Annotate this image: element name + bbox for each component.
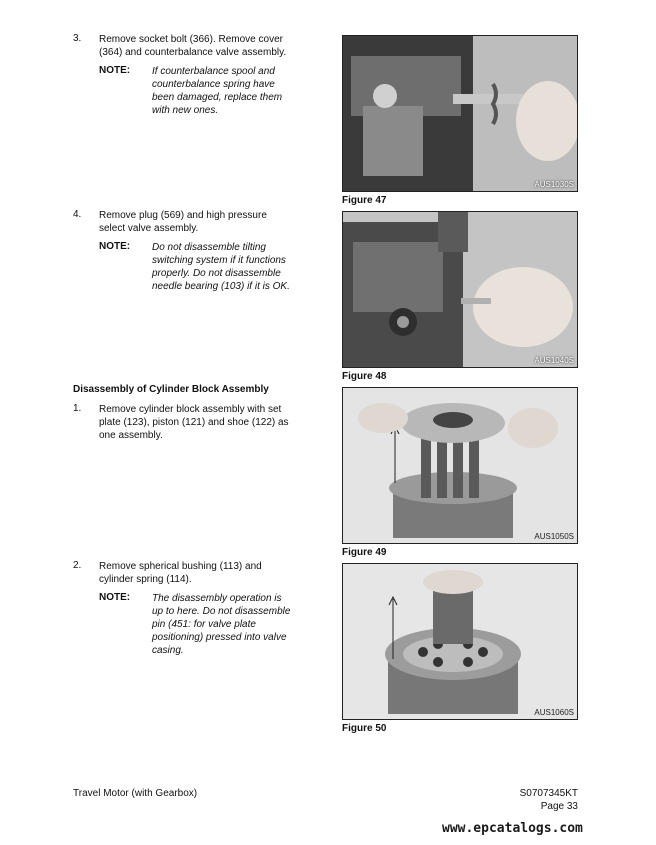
step-4-note-label: NOTE: bbox=[99, 241, 131, 252]
section-step-2-note-line-5: casing. bbox=[152, 645, 184, 656]
step-4-note-line-2: switching system if it functions bbox=[152, 255, 286, 266]
step-3-text bbox=[99, 33, 302, 59]
figure-48-caption: Figure 48 bbox=[342, 371, 387, 382]
figure-49-illustration bbox=[343, 388, 577, 543]
figure-47-illustration bbox=[343, 36, 577, 191]
section-step-2-note-line-1: The disassembly operation is bbox=[152, 593, 282, 604]
section-step-2-line-2: cylinder spring (114). bbox=[99, 574, 192, 585]
step-4-note-line-3: properly. Do not disassemble bbox=[152, 268, 281, 279]
figure-50-caption: Figure 50 bbox=[342, 723, 387, 734]
figure-48-illustration bbox=[343, 212, 577, 367]
section-step-1-line-3: one assembly. bbox=[99, 430, 163, 441]
section-step-1-number: 1. bbox=[73, 403, 82, 414]
step-3-note-text bbox=[152, 65, 303, 117]
step-3-note-line-1: If counterbalance spool and bbox=[152, 66, 275, 77]
figure-50-illustration bbox=[343, 564, 577, 719]
figure-48-photo bbox=[342, 211, 578, 368]
step-4-text bbox=[99, 209, 302, 235]
section-step-2-note-line-2: up to here. Do not disassemble bbox=[152, 606, 291, 617]
step-3-line-2: (364) and counterbalance valve assembly. bbox=[99, 47, 287, 58]
step-3-note-line-4: with new ones. bbox=[152, 105, 219, 116]
step-4-note-text bbox=[152, 241, 303, 293]
figure-49-code: AUS1050S bbox=[534, 532, 574, 541]
section-step-2-line-1: Remove spherical bushing (113) and bbox=[99, 561, 262, 572]
step-3-note-label: NOTE: bbox=[99, 65, 131, 76]
footer-page-number: Page 33 bbox=[540, 801, 578, 812]
step-3-line-1: Remove socket bolt (366). Remove cover bbox=[99, 34, 283, 45]
section-step-2-note-line-4: positioning) pressed into valve bbox=[152, 632, 287, 643]
footer-doc-number: S0707345KT bbox=[519, 788, 578, 799]
section-step-2-note-label: NOTE: bbox=[99, 592, 131, 603]
watermark-link[interactable]: www.epcatalogs.com bbox=[442, 821, 583, 836]
step-4-note-line-4: needle bearing (103) if it is OK. bbox=[152, 281, 290, 292]
figure-50-photo bbox=[342, 563, 578, 720]
step-4-line-1: Remove plug (569) and high pressure bbox=[99, 210, 267, 221]
section-heading: Disassembly of Cylinder Block Assembly bbox=[73, 384, 269, 395]
step-4-line-2: select valve assembly. bbox=[99, 223, 199, 234]
figure-47-code: AUS1030S bbox=[534, 180, 574, 189]
step-3-note-line-3: been damaged, replace them bbox=[152, 92, 283, 103]
figure-48-code: AUS1040S bbox=[534, 356, 574, 365]
figure-49-caption: Figure 49 bbox=[342, 547, 387, 558]
step-3-note-line-2: counterbalance spring have bbox=[152, 79, 275, 90]
section-step-1-line-2: plate (123), piston (121) and shoe (122) as bbox=[99, 417, 289, 428]
section-step-2-number: 2. bbox=[73, 560, 82, 571]
figure-49-photo bbox=[342, 387, 578, 544]
section-step-1-text bbox=[99, 403, 302, 442]
footer-title: Travel Motor (with Gearbox) bbox=[73, 788, 198, 799]
section-step-2-note-line-3: pin (451: for valve plate bbox=[152, 619, 256, 630]
step-3-number: 3. bbox=[73, 33, 82, 44]
figure-50-code: AUS1060S bbox=[534, 708, 574, 717]
section-step-1-line-1: Remove cylinder block assembly with set bbox=[99, 404, 282, 415]
step-4-number: 4. bbox=[73, 209, 82, 220]
step-4-note-line-1: Do not disassemble tilting bbox=[152, 242, 266, 253]
figure-47-caption: Figure 47 bbox=[342, 195, 387, 206]
section-step-2-note-text bbox=[152, 592, 303, 657]
figure-47-photo bbox=[342, 35, 578, 192]
section-step-2-text bbox=[99, 560, 302, 586]
